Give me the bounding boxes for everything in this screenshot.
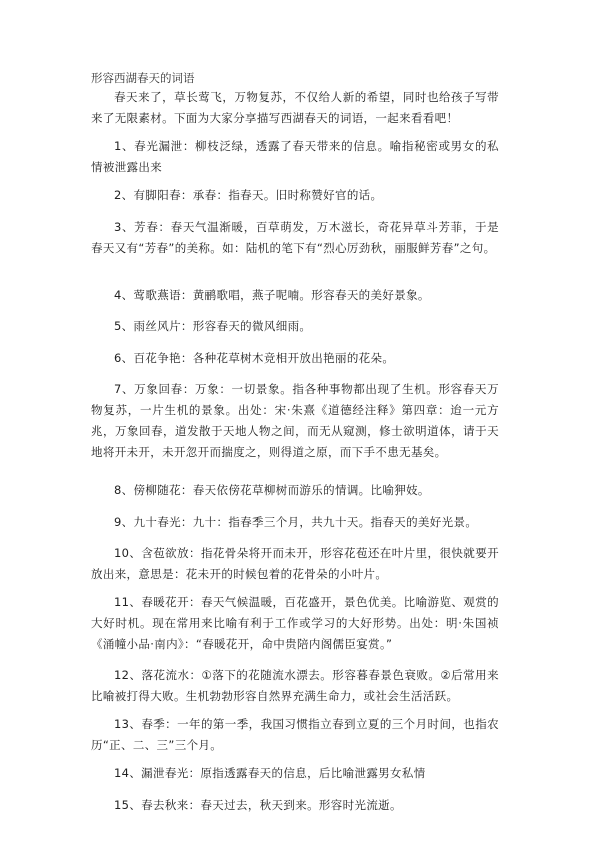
list-item: 14、漏泄春光：原指透露春天的信息，后比喻泄露男女私情 [114,766,426,780]
list-item: 4、莺歌燕语：黄鹂歌唱，燕子呢喃。形容春天的美好景象。 [114,288,430,302]
list-item: 8、傍柳随花：春天依傍花草柳树而游乐的情调。比喻狎妓。 [114,483,430,497]
list-item: 11、春暖花开：春天气候温暖，百花盛开，景色优美。比喻游览、观赏的大好时机。现在常用来比喻有利于工作或学习的大好形势。出处：明·朱国祯《涌幢小品·南内》：“春暖花开，命中贵陪内阁儒臣宴赏。” [91,595,499,651]
list-item: 13、春季：一年的第一季，我国习惯指立春到立夏的三个月时间，也指农历“正、二、三”三个月。 [91,717,499,752]
list-item: 5、雨丝风片：形容春天的微风细雨。 [114,319,312,333]
document-title: 形容西湖春天的词语 [91,71,195,85]
list-item: 15、春去秋来：春天过去，秋天到来。形容时光流逝。 [114,798,402,812]
list-item: 7、万象回春：万象：一切景象。指各种事物都出现了生机。形容春天万物复苏，一片生机的景象。出处：宋·朱熹《道德经注释》第四章：迨一元方兆，万象回春，道发散于天地人物之间，而无从窥测，修士欲明道体，请于天地将开未开，未开忽开而揣度之，则得道之原，而下手不患无基矣。 [91,382,499,459]
list-item: 2、有脚阳春：承春：指春天。旧时称赞好官的话。 [114,188,383,202]
list-item: 3、芳春：春天气温渐暖，百草萌发，万木滋长，奇花异草斗芳菲，于是春天又有“芳春”的美称。如：陆机的笔下有“烈心厉劲秋，丽服鲜芳春”之句。 [91,220,499,255]
list-item: 1、春光漏泄：柳枝泛绿，透露了春天带来的信息。喻指秘密或男女的私情被泄露出来 [91,139,499,174]
list-item: 6、百花争艳：各种花草树木竞相开放出艳丽的花朵。 [114,351,395,365]
list-item: 9、九十春光：九十：指春季三个月，共九十天。指春天的美好光景。 [114,515,478,529]
list-item: 10、含苞欲放：指花骨朵将开而未开，形容花苞还在叶片里，很快就要开放出来，意思是：花未开的时候包着的花骨朵的小叶片。 [91,546,499,581]
list-item: 12、落花流水：①落下的花随流水漂去。形容暮春景色衰败。②后常用来比喻被打得大败。生机勃勃形容自然界充满生命力，或社会生活活跃。 [91,668,499,703]
intro-paragraph: 春天来了，草长莺飞，万物复苏，不仅给人新的希望，同时也给孩子写带来了无限素材。下面为大家分享描写西湖春天的词语，一起来看看吧！ [91,90,499,125]
